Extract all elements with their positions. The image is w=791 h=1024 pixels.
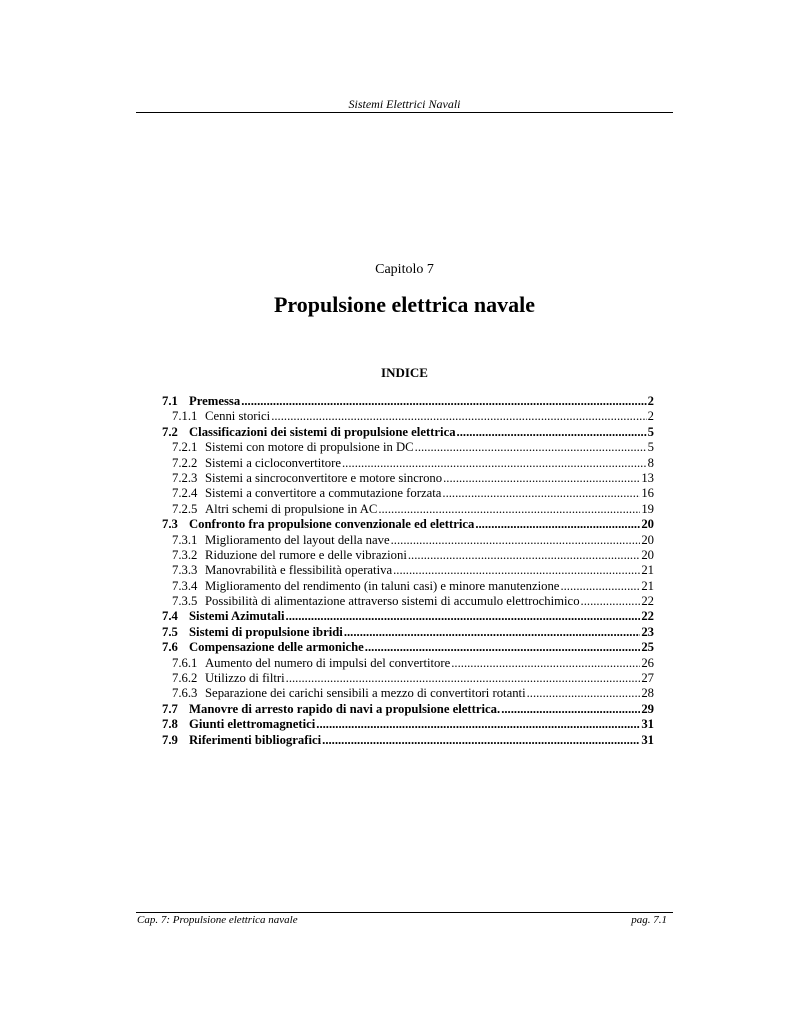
toc-entry-title: Compensazione delle armoniche: [189, 640, 364, 655]
toc-entry-page: 22: [641, 609, 654, 624]
toc-entry-number: 7.2.3: [172, 470, 198, 485]
toc-entry-number: 7.2.1: [172, 440, 198, 455]
toc-entry-title: Utilizzo di filtri: [205, 671, 285, 686]
toc-leader-dots: [415, 440, 647, 455]
toc-entry-number: 7.9: [162, 732, 178, 747]
toc-entry-title: Sistemi con motore di propulsione in DC: [205, 440, 414, 455]
toc-entry-page: 21: [641, 578, 654, 593]
toc-entry-page: 8: [647, 455, 654, 470]
toc-leader-dots: [391, 533, 641, 548]
toc-entry-title: Sistemi di propulsione ibridi: [189, 624, 343, 639]
toc-entry-number: 7.2: [162, 424, 178, 439]
toc-entry-number: 7.3: [162, 517, 178, 532]
toc-entry-number: 7.3.4: [172, 578, 198, 593]
toc-leader-dots: [457, 425, 647, 440]
toc-leader-dots: [271, 409, 646, 424]
toc-entry-title: Manovre di arresto rapido di navi a propulsione elettrica.: [189, 701, 501, 716]
toc-entry-number: 7.1: [162, 394, 178, 408]
toc-entry-number: 7.6: [162, 640, 178, 655]
toc-entry-title: Sistemi a convertitore a commutazione forzata: [205, 486, 442, 501]
toc-entry[interactable]: [162, 502, 654, 517]
toc-entry-number: 7.3.1: [172, 532, 198, 547]
toc-entry[interactable]: [162, 517, 654, 532]
toc-entry-number: 7.6.3: [172, 686, 198, 701]
header-rule: [136, 112, 673, 113]
toc-entry-number: 7.2.2: [172, 455, 198, 470]
toc-entry-title: Possibilità di alimentazione attraverso sistemi di accumulo elettrochimico: [205, 594, 580, 609]
toc-entry-number: 7.3.5: [172, 594, 198, 609]
toc-entry[interactable]: [162, 671, 654, 686]
footer-chapter: Cap. 7: Propulsione elettrica navale: [137, 914, 298, 926]
toc-entry[interactable]: [162, 656, 654, 671]
toc-entry-title: Sistemi a cicloconvertitore: [205, 455, 341, 470]
toc-entry-title: Miglioramento del rendimento (in taluni casi) e minore manutenzione: [205, 578, 560, 593]
toc-entry-number: 7.7: [162, 701, 178, 716]
toc-entry-page: 20: [641, 547, 654, 562]
toc-entry-number: 7.8: [162, 717, 178, 732]
chapter-title: Propulsione elettrica navale: [273, 292, 536, 317]
toc-leader-dots: [527, 686, 641, 701]
toc-leader-dots: [286, 671, 641, 686]
toc-leader-dots: [378, 502, 640, 517]
toc-entry[interactable]: [162, 579, 654, 594]
toc-entry[interactable]: [162, 409, 654, 424]
toc-entry-page: 29: [641, 701, 654, 716]
toc-leader-dots: [342, 456, 647, 471]
toc-entry[interactable]: [162, 717, 654, 732]
toc-entry[interactable]: [162, 456, 654, 471]
footer-page-number: pag. 7.1: [631, 914, 667, 926]
toc-entry-title: Altri schemi di propulsione in AC: [205, 501, 378, 516]
toc-entry-page: 20: [641, 517, 654, 532]
toc-leader-dots: [443, 471, 640, 486]
toc-entry-number: 7.3.3: [172, 563, 198, 578]
toc-entry-title: Confronto fra propulsione convenzionale ed elettrica: [189, 517, 475, 532]
toc-entry-number: 7.4: [162, 609, 178, 624]
toc-leader-dots: [581, 594, 641, 609]
index-heading: INDICE: [381, 365, 428, 380]
toc-entry[interactable]: [162, 609, 654, 624]
toc-entry-page: 31: [641, 717, 654, 732]
toc-entry-title: Sistemi a sincroconvertitore e motore sincrono: [205, 470, 443, 485]
toc-entry-title: Riferimenti bibliografici: [189, 732, 322, 747]
toc-entry-page: 2: [647, 409, 654, 424]
toc-entry-page: 23: [641, 624, 654, 639]
toc-entry-page: 27: [641, 671, 654, 686]
toc-entry-page: 21: [641, 563, 654, 578]
toc-entry-number: 7.3.2: [172, 547, 198, 562]
toc-entry[interactable]: [162, 533, 654, 548]
toc-leader-dots: [451, 656, 640, 671]
toc-entry-page: 26: [641, 655, 654, 670]
running-header: Sistemi Elettrici Navali: [348, 97, 461, 111]
toc-leader-dots: [322, 733, 640, 748]
toc-entry-page: 28: [641, 686, 654, 701]
toc-entry-number: 7.6.2: [172, 671, 198, 686]
toc-entry-page: 19: [641, 501, 654, 516]
toc-entry-number: 7.6.1: [172, 655, 198, 670]
toc-entry-title: Miglioramento del layout della nave: [205, 532, 390, 547]
toc-entry-page: 13: [641, 470, 654, 485]
toc-entry-title: Separazione dei carichi sensibili a mezzo di convertitori rotanti: [205, 686, 526, 701]
toc-leader-dots: [344, 625, 640, 640]
toc-leader-dots: [316, 717, 640, 732]
toc-leader-dots: [241, 394, 646, 409]
toc-entry[interactable]: [162, 440, 654, 455]
toc-entry-title: Giunti elettromagnetici: [189, 717, 316, 732]
toc-leader-dots: [365, 640, 641, 655]
toc-leader-dots: [442, 486, 640, 501]
toc-entry[interactable]: [162, 563, 654, 578]
toc-entry-title: Aumento del numero di impulsi del convertitore: [205, 655, 451, 670]
toc-entry-title: Manovrabilità e flessibilità operativa: [205, 563, 393, 578]
toc-entry[interactable]: [162, 486, 654, 501]
toc-leader-dots: [286, 609, 641, 624]
toc-entry-number: 7.1.1: [172, 409, 198, 424]
toc-entry-page: 22: [641, 594, 654, 609]
toc-entry[interactable]: [162, 425, 654, 440]
toc-leader-dots: [475, 517, 640, 532]
toc-entry[interactable]: [162, 625, 654, 640]
toc-entry-page: 5: [647, 440, 654, 455]
toc-leader-dots: [393, 563, 640, 578]
toc-entry-title: Riduzione del rumore e delle vibrazioni: [205, 547, 407, 562]
toc-entry[interactable]: [162, 594, 654, 609]
toc-entry[interactable]: [162, 394, 654, 409]
footer-rule: [136, 912, 673, 913]
toc-entry-page: 5: [647, 424, 654, 439]
toc-entry-title: Classificazioni dei sistemi di propulsione elettrica: [189, 424, 456, 439]
toc-entry-page: 2: [647, 394, 654, 408]
toc-leader-dots: [408, 548, 640, 563]
toc-entry-number: 7.2.4: [172, 486, 198, 501]
toc-leader-dots: [501, 702, 640, 717]
toc-entry-title: Sistemi Azimutali: [189, 609, 285, 624]
toc-entry-page: 25: [641, 640, 654, 655]
toc-entry-page: 16: [641, 486, 654, 501]
toc-entry[interactable]: [162, 471, 654, 486]
toc-entry[interactable]: [162, 640, 654, 655]
toc-entry-page: 31: [641, 732, 654, 747]
toc-entry-page: 20: [641, 532, 654, 547]
table-of-contents: [162, 394, 654, 748]
toc-entry-title: Cenni storici: [205, 409, 271, 424]
toc-entry-number: 7.2.5: [172, 501, 198, 516]
toc-entry[interactable]: [162, 702, 654, 717]
toc-entry[interactable]: [162, 548, 654, 563]
chapter-label: Capitolo 7: [375, 262, 434, 277]
toc-entry[interactable]: [162, 733, 654, 748]
toc-entry-number: 7.5: [162, 624, 178, 639]
toc-entry[interactable]: [162, 686, 654, 701]
toc-leader-dots: [560, 579, 640, 594]
toc-entry-title: Premessa: [189, 394, 241, 408]
